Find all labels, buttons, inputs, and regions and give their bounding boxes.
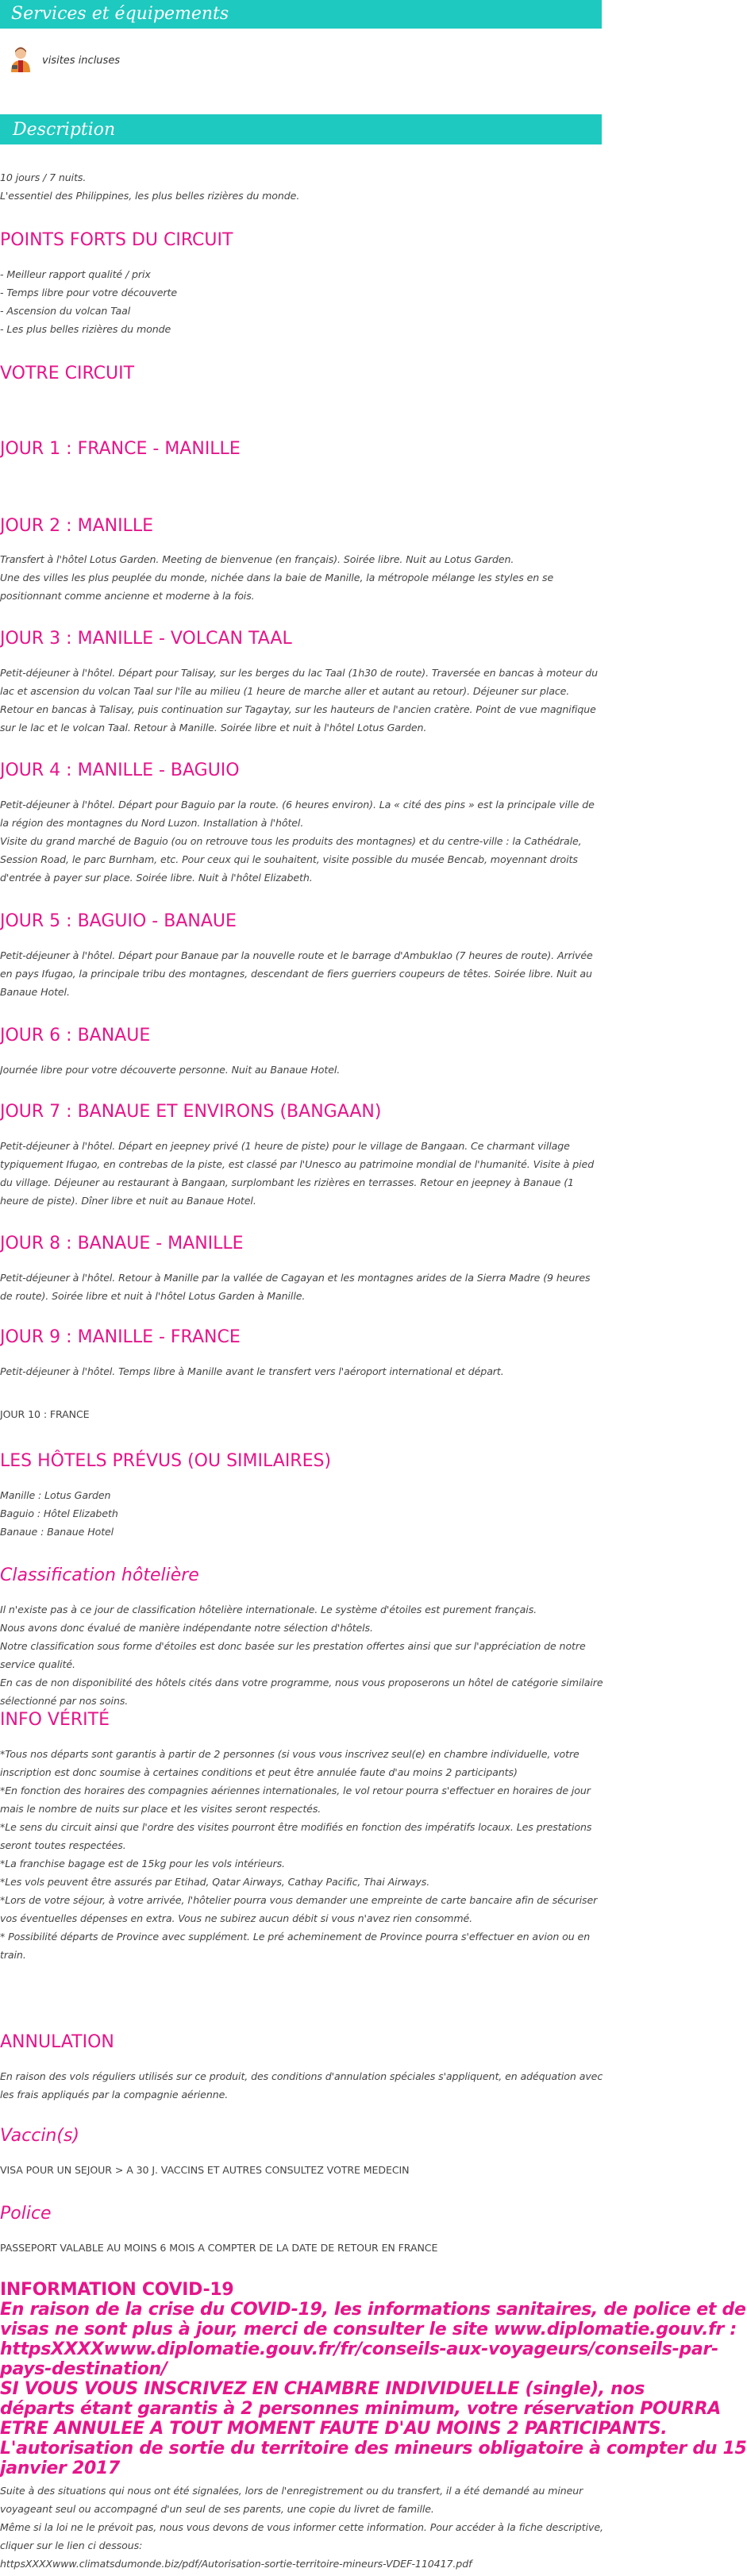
services-header: Services et équipements bbox=[0, 0, 602, 29]
circuit-title: VOTRE CIRCUIT bbox=[0, 364, 135, 383]
points-forts-title: POINTS FORTS DU CIRCUIT bbox=[0, 230, 233, 250]
vaccin-text: VISA POUR UN SEJOUR > A 30 J. VACCINS ET AUTRES CONSULTEZ VOTRE MEDECIN bbox=[0, 2164, 410, 2176]
covid-info: INFORMATION COVID-19 En raison de la crise du COVID-19, les informations sanitaires, de police et de visas ne sont plus à jour, merci de consulter le site www.diplomatie.gouv.fr : httpsXXXXwww.diplomatie.gouv.fr/fr/conseils-aux-voyageurs/conseils-par- pays-destination/ SI VOUS VOUS INSCRIVEZ EN CHAMBRE INDIVIDUELLE (single), nos départs étant garantis à 2 personnes minimum, votre réservation POURRA ETRE ANNULEE A TOUT MOMENT FAUTE D'AU MOINS 2 PARTICIPANTS. L'autorisation de sortie du territoire des mineurs obligatoire à compter du 15 janvier 2017 bbox=[0, 2280, 747, 2478]
info-verite-title: INFO VÉRITÉ bbox=[0, 1710, 110, 1730]
day-2-text: Transfert à l'hôtel Lotus Garden. Meeting de bienvenue (en français). Soirée libre. Nuit au Lotus Garden. Une des villes les plus peuplée du monde, nichée dans la baie de Manille, la métropole mélange les styles en se positionnant comme ancienne et moderne à la fois. bbox=[0, 553, 554, 602]
day-9-title: JOUR 9 : MANILLE - FRANCE bbox=[0, 1327, 241, 1347]
services-item-label: visites incluses bbox=[42, 54, 121, 67]
day-4-title: JOUR 4 : MANILLE - BAGUIO bbox=[0, 760, 240, 780]
day-7-title: JOUR 7 : BANAUE ET ENVIRONS (BANGAAN) bbox=[0, 1102, 382, 1122]
day-8-title: JOUR 8 : BANAUE - MANILLE bbox=[0, 1234, 244, 1253]
points-forts-list: - Meilleur rapport qualité / prix - Temps libre pour votre découverte - Ascension du volcan Taal - Les plus belles rizières du monde bbox=[0, 268, 177, 335]
day-2-title: JOUR 2 : MANILLE bbox=[0, 516, 153, 536]
annulation-text: En raison des vols réguliers utilisés sur ce produit, des conditions d'annulation spéciales s'appliquent, en adéquation avec les frais appliqués par la compagnie aérienne. bbox=[0, 2070, 603, 2100]
autorisation-link[interactable]: httpsXXXXwww.climatsdumonde.biz/pdf/Autorisation-sortie-territoire-mineurs-VDEF-110417.pdf bbox=[0, 2558, 472, 2570]
hotels-title: LES HÔTELS PRÉVUS (OU SIMILAIRES) bbox=[0, 1451, 332, 1471]
day-5-text: Petit-déjeuner à l'hôtel. Départ pour Banaue par la nouvelle route et le barrage d'Ambuklao (7 heures de route). Arrivée en pays Ifugao, la principale tribu des montagnes, descendant de fiers guerriers coupeurs de têtes. Soirée libre. Nuit au Banaue Hotel. bbox=[0, 949, 593, 998]
guide-person-icon bbox=[9, 45, 33, 75]
day-7-text: Petit-déjeuner à l'hôtel. Départ en jeepney privé (1 heure de piste) pour le village de Bangaan. Ce charmant village typiquement Ifugao, en contrebas de la piste, est classé par l'Unesco au patrimoine mondial de l'humanité. Visite à pied du village. Déjeuner au restaurant à Bangaan, surplombant les rizières en terrasses. Retour en jeepney à Banaue (1 heure de piste). Dîner libre et nuit au Banaue Hotel. bbox=[0, 1140, 595, 1207]
day-4-text: Petit-déjeuner à l'hôtel. Départ pour Baguio par la route. (6 heures environ). La « cité des pins » est la principale ville de la région des montagnes du Nord Luzon. Installation à l'hôtel. Visite du grand marché de Baguio (ou on retrouve tous les produits des montagnes) et du centre-ville : la Cathédrale, Session Road, le parc Burnham, etc. Pour ceux qui le souhaitent, visite possible du musée Bencab, moyennant droits d'entrée à payer sur place. Soirée libre. Nuit à l'hôtel Elizabeth. bbox=[0, 799, 595, 884]
day-8-text: Petit-déjeuner à l'hôtel. Retour à Manille par la vallée de Cagayan et les montagnes arides de la Sierra Madre (9 heures de route). Soirée libre et nuit à l'hôtel Lotus Garden à Manille. bbox=[0, 1272, 591, 1302]
services-item bbox=[9, 46, 120, 75]
classification-title: Classification hôtelière bbox=[0, 1565, 199, 1585]
day-5-title: JOUR 5 : BAGUIO - BANAUE bbox=[0, 911, 237, 931]
day-3-text: Petit-déjeuner à l'hôtel. Départ pour Talisay, sur les berges du lac Taal (1h30 de route). Traversée en bancas à moteur du lac et ascension du volcan Taal sur l'île au milieu (1 heure de marche aller et autant au retour). Déjeuner sur place. Retour en bancas à Talisay, puis continuation sur Tagaytay, sur les hauteurs de l'ancien cratère. Point de vue magnifique sur le lac et le volcan Taal. Retour à Manille. Soirée libre et nuit à l'hôtel Lotus Garden. bbox=[0, 667, 599, 734]
description-header: Description bbox=[0, 114, 602, 144]
vaccin-title: Vaccin(s) bbox=[0, 2126, 79, 2146]
day-1-title: JOUR 1 : FRANCE - MANILLE bbox=[0, 439, 241, 459]
annulation-title: ANNULATION bbox=[0, 2032, 114, 2052]
info-verite-text: *Tous nos départs sont garantis à partir de 2 personnes (si vous vous inscrivez seul(e) en chambre individuelle, votre inscription est donc soumise à certaines conditions et peut être annulée faute d'au moins 2 participants) *En fonction des horaires des compagnies aériennes internationales, le vol retour pourra s'effectuer en horaires de jour mais le nombre de nuits sur place et les visites seront respectés. *Le sens du circuit ainsi que l'ordre des visites pourront être modifiés en fonction des impératifs locaux. Les prestations seront toutes respectées. *La franchise bagage est de 15kg pour les vols intérieurs. *Les vols peuvent être assurés par Etihad, Qatar Airways, Cathay Pacific, Thai Airways. *Lors de votre séjour, à votre arrivée, l'hôtelier pourra vous demander une empreinte de carte bancaire afin de sécuriser vos éventuelles dépenses en extra. Vous ne subirez aucun débit si vous n'avez rien consommé. * Possibilité départs de Province avec supplément. Le pré acheminement de Province pourra s'effectuer en avion ou en train. bbox=[0, 1748, 598, 1961]
covid-footer: Suite à des situations qui nous ont été signalées, lors de l'enregistrement ou du transfert, il a été demandé au mineur voyageant seul ou accompagné d'un seul de ses parents, une copie du livret de famille. Même si la loi ne le prévoit pas, nous vous devons de vous informer cette information. Pour accéder à la fiche descriptive, cliquer sur le lien ci dessous: httpsXXXXwww.climatsdumonde.biz/pdf/Autorisation-sortie-territoire-mineurs-VDEF-110417.pdf bbox=[0, 2482, 595, 2573]
police-title: Police bbox=[0, 2204, 52, 2224]
covid-link[interactable]: httpsXXXXwww.diplomatie.gouv.fr/fr/conseils-aux-voyageurs/conseils-par- bbox=[0, 2339, 718, 2359]
description-intro: 10 jours / 7 nuits. L'essentiel des Philippines, les plus belles rizières du monde. bbox=[0, 171, 300, 202]
police-text: PASSEPORT VALABLE AU MOINS 6 MOIS A COMPTER DE LA DATE DE RETOUR EN FRANCE bbox=[0, 2242, 438, 2254]
day-3-title: JOUR 3 : MANILLE - VOLCAN TAAL bbox=[0, 629, 292, 649]
day-6-title: JOUR 6 : BANAUE bbox=[0, 1026, 151, 1045]
day-6-text: Journée libre pour votre découverte personne. Nuit au Banaue Hotel. bbox=[0, 1064, 341, 1076]
classification-text: Il n'existe pas à ce jour de classification hôtelière internationale. Le système d'étoiles est purement français. Nous avons donc évalué de manière indépendante notre sélection d'hôtels. Notre classification sous forme d'étoiles est donc basée sur les prestation offertes ainsi que sur l'appréciation de notre service qualité. En cas de non disponibilité des hôtels cités dans votre programme, nous vous proposerons un hôtel de catégorie similaire sélectionné par nos soins. bbox=[0, 1604, 603, 1707]
day-9-text: Petit-déjeuner à l'hôtel. Temps libre à Manille avant le transfert vers l'aéroport international et départ. bbox=[0, 1365, 504, 1377]
hotels-list: Manille : Lotus Garden Baguio : Hôtel Elizabeth Banaue : Banaue Hotel bbox=[0, 1489, 118, 1538]
day-10-text: JOUR 10 : FRANCE bbox=[0, 1408, 90, 1420]
